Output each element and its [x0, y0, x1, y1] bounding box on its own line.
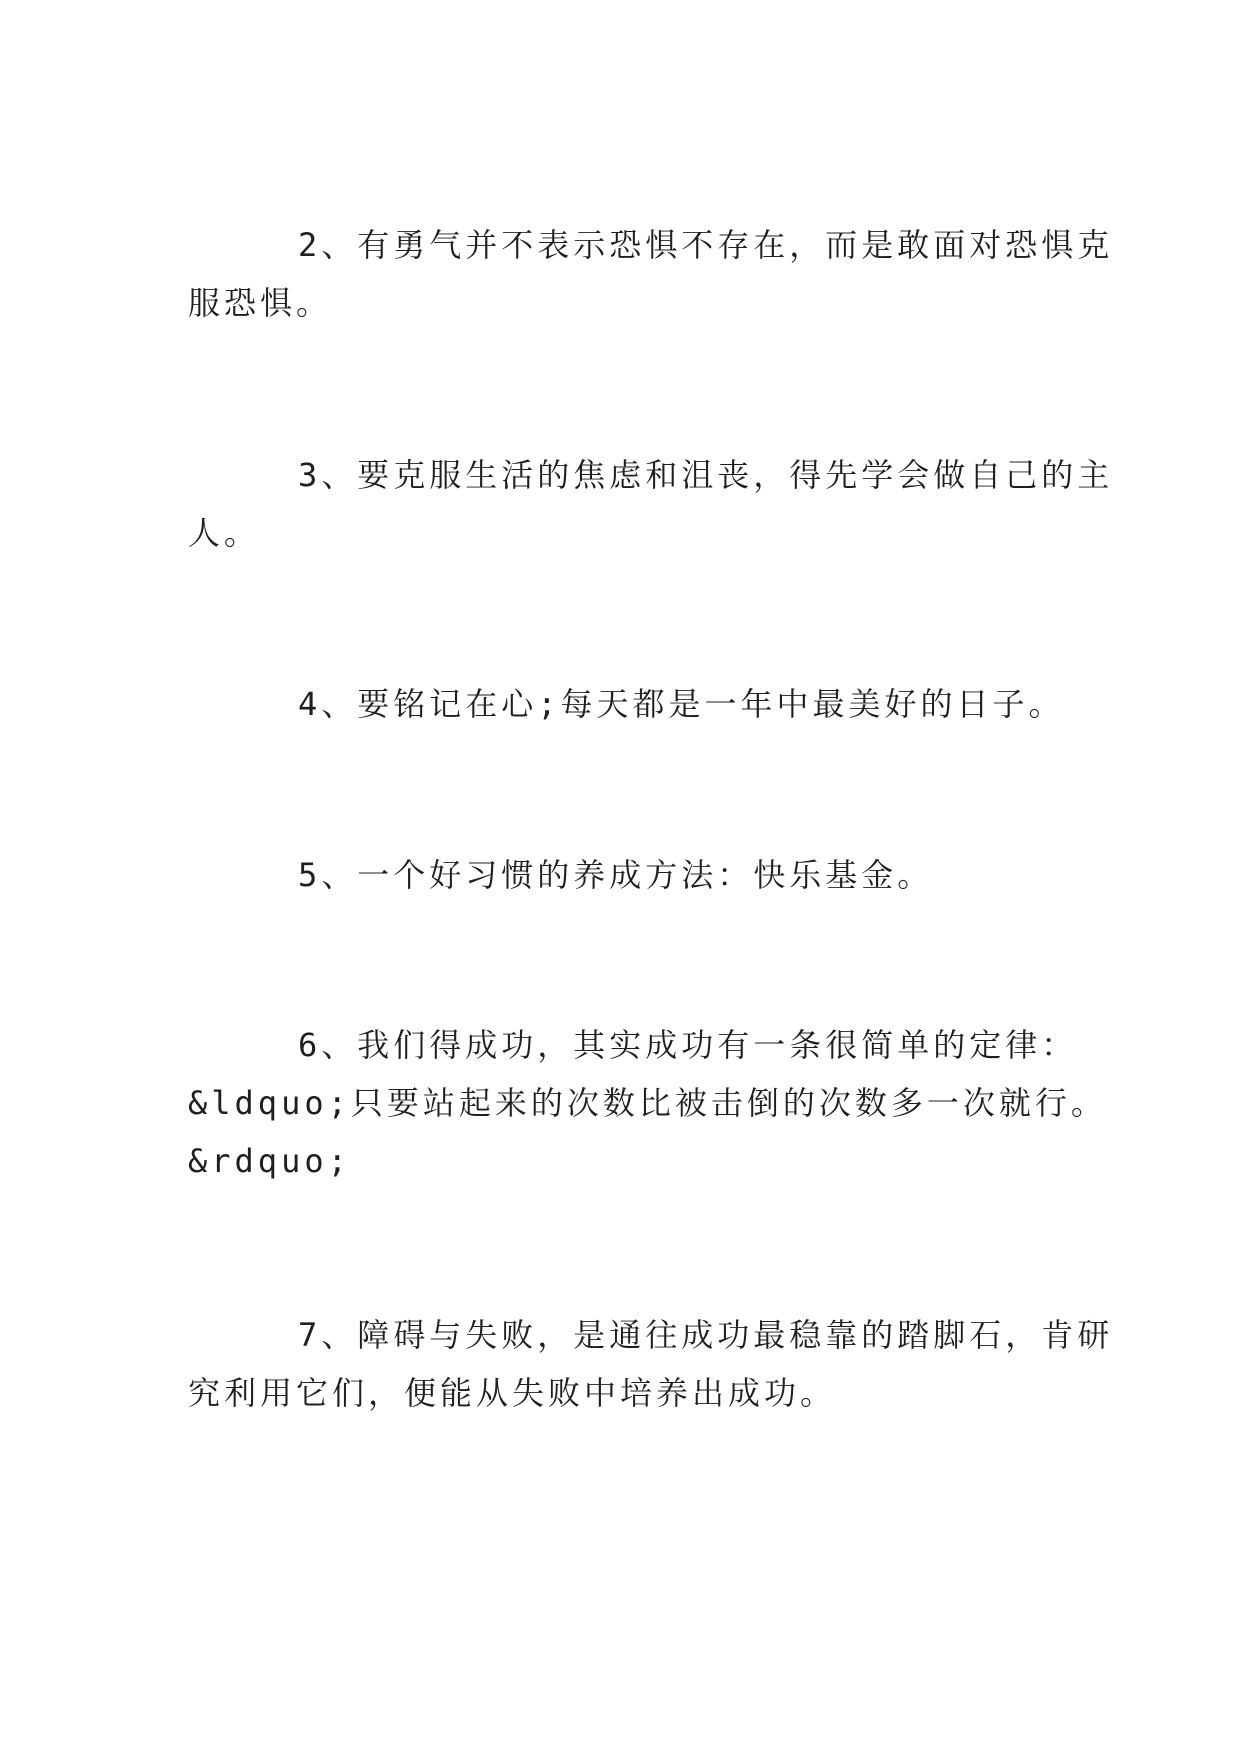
paragraph-line: 6、我们得成功，其实成功有一条很简单的定律：: [298, 1026, 1078, 1064]
paragraph-6: [188, 1016, 1107, 1190]
paragraph-line: &ldquo;只要站起来的次数比被击倒的次数多一次就行。: [188, 1084, 1107, 1122]
paragraph-line: 7、障碍与失败，是通往成功最稳靠的踏脚石，肯研: [298, 1316, 1114, 1354]
paragraph-line: 人。: [188, 514, 261, 552]
paragraph-5: [188, 846, 1058, 904]
paragraph-line: 究利用它们，便能从失败中培养出成功。: [188, 1374, 837, 1412]
paragraph-3: [188, 446, 1114, 562]
paragraph-line: &rdquo;: [188, 1142, 351, 1180]
paragraph-7: [188, 1306, 1114, 1422]
paragraph-2: [188, 216, 1114, 332]
paragraph-line: 4、要铭记在心;每天都是一年中最美好的日子。: [298, 685, 1065, 723]
paragraph-4: [188, 675, 1065, 733]
paragraph-line: 5、一个好习惯的养成方法：快乐基金。: [298, 856, 934, 894]
paragraph-line: 服恐惧。: [188, 284, 333, 322]
paragraph-line: 3、要克服生活的焦虑和沮丧，得先学会做自己的主: [298, 456, 1114, 494]
paragraph-line: 2、有勇气并不表示恐惧不存在，而是敢面对恐惧克: [298, 226, 1114, 264]
